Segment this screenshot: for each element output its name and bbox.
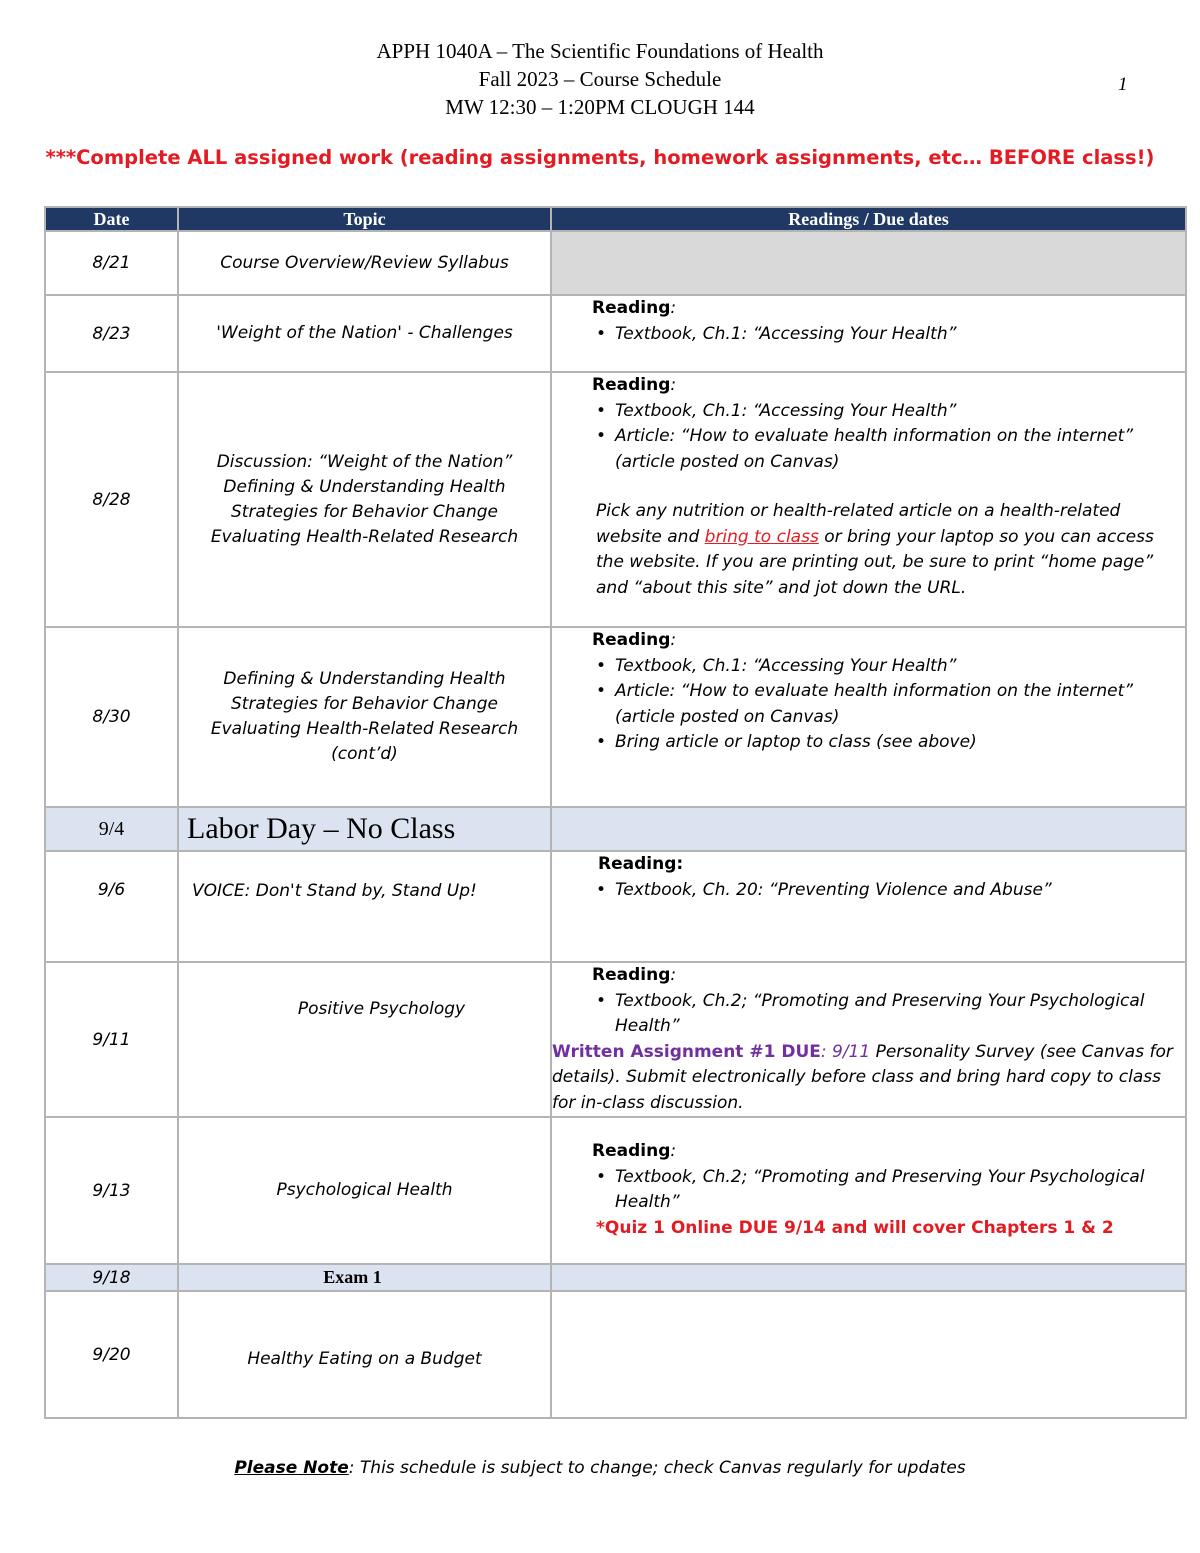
row-date: 9/20 bbox=[45, 1291, 178, 1418]
table-row bbox=[45, 962, 1186, 1117]
reading-label: Reading: bbox=[592, 630, 677, 650]
course-schedule-table bbox=[44, 206, 1187, 1419]
column-header-readings: Readings / Due dates bbox=[551, 207, 1186, 231]
reading-item: • Textbook, Ch. 20: “Preventing Violence and Abuse” bbox=[615, 878, 1173, 904]
row-topic: Healthy Eating on a Budget bbox=[178, 1291, 551, 1418]
table-row bbox=[45, 372, 1186, 627]
table-header-row bbox=[45, 207, 1186, 231]
table-row bbox=[45, 295, 1186, 372]
document-subtitle: Fall 2023 – Course Schedule bbox=[478, 67, 722, 91]
reading-item: • Textbook, Ch.2; “Promoting and Preserving Your Psychological Health” bbox=[615, 989, 1173, 1040]
row-topic: Discussion: “Weight of the Nation” Defining & Understanding Health Strategies for Behavior Change Evaluating Health-Related Research bbox=[178, 372, 551, 627]
row-topic: Exam 1 bbox=[178, 1264, 551, 1291]
reading-item: • Textbook, Ch.2; “Promoting and Preserving Your Psychological Health” bbox=[615, 1165, 1173, 1216]
row-readings bbox=[551, 851, 1186, 962]
row-readings bbox=[551, 372, 1186, 627]
quiz-due-notice: *Quiz 1 Online DUE 9/14 and will cover Chapters 1 & 2 bbox=[596, 1217, 1114, 1238]
column-header-date: Date bbox=[45, 207, 178, 231]
table-row bbox=[45, 1117, 1186, 1264]
reading-label: Reading: bbox=[592, 298, 677, 318]
reading-item: • Article: “How to evaluate health information on the internet” (article posted on Canvas) bbox=[615, 679, 1173, 730]
reading-label: Reading: bbox=[598, 854, 684, 874]
reading-item: • Textbook, Ch.1: “Accessing Your Health” bbox=[615, 322, 1173, 348]
row-readings bbox=[551, 295, 1186, 372]
row-date: 8/28 bbox=[45, 372, 178, 627]
row-topic: 'Weight of the Nation' - Challenges bbox=[178, 295, 551, 372]
reading-item: • Textbook, Ch.1: “Accessing Your Health” bbox=[615, 654, 1173, 680]
article-instructions: Pick any nutrition or health-related article on a health-related website and bring to class or bring your laptop so you can access the website. If you are printing out, be sure to print “home page” and “about this site” and jot down the URL. bbox=[596, 501, 1154, 598]
schedule-disclaimer: Please Note: This schedule is subject to change; check Canvas regularly for updates bbox=[234, 1458, 966, 1478]
table-row bbox=[45, 627, 1186, 807]
reading-label: Reading: bbox=[592, 1141, 677, 1161]
row-date: 8/30 bbox=[45, 627, 178, 807]
row-readings-empty bbox=[551, 1264, 1186, 1291]
row-date: 8/23 bbox=[45, 295, 178, 372]
table-row bbox=[45, 231, 1186, 295]
row-readings-empty bbox=[551, 1291, 1186, 1418]
table-row-holiday bbox=[45, 807, 1186, 851]
column-header-topic: Topic bbox=[178, 207, 551, 231]
table-row-exam bbox=[45, 1264, 1186, 1291]
page-number: 1 bbox=[1118, 74, 1128, 95]
row-readings-empty bbox=[551, 231, 1186, 295]
row-topic: VOICE: Don't Stand by, Stand Up! bbox=[178, 851, 551, 962]
reading-label: Reading: bbox=[592, 375, 677, 395]
row-date: 9/13 bbox=[45, 1117, 178, 1264]
row-date: 8/21 bbox=[45, 231, 178, 295]
document-title: APPH 1040A – The Scientific Foundations of Health bbox=[376, 39, 824, 63]
row-topic: Psychological Health bbox=[178, 1117, 551, 1264]
row-topic: Defining & Understanding Health Strategies for Behavior Change Evaluating Health-Related Research (cont’d) bbox=[178, 627, 551, 807]
reading-label: Reading: bbox=[592, 965, 677, 985]
row-readings bbox=[551, 1117, 1186, 1264]
written-assignment-due: Written Assignment #1 DUE: 9/11 Personality Survey (see Canvas for details). Submit electronically before class and bring hard copy to class for in-class discussion. bbox=[552, 1041, 1173, 1113]
reading-item: • Article: “How to evaluate health information on the internet” (article posted on Canvas) bbox=[615, 424, 1173, 475]
row-readings bbox=[551, 962, 1186, 1117]
row-topic: Labor Day – No Class bbox=[178, 807, 551, 851]
class-time-location: MW 12:30 – 1:20PM CLOUGH 144 bbox=[445, 95, 755, 119]
reading-item: • Textbook, Ch.1: “Accessing Your Health” bbox=[615, 399, 1173, 425]
row-topic: Positive Psychology bbox=[178, 962, 551, 1117]
row-date: 9/6 bbox=[45, 851, 178, 962]
row-readings bbox=[551, 627, 1186, 807]
row-date: 9/11 bbox=[45, 962, 178, 1117]
row-topic: Course Overview/Review Syllabus bbox=[178, 231, 551, 295]
reading-item: • Bring article or laptop to class (see above) bbox=[615, 730, 1173, 756]
assigned-work-notice: ***Complete ALL assigned work (reading assignments, homework assignments, etc… BEFORE class!) bbox=[45, 146, 1155, 169]
table-row bbox=[45, 1291, 1186, 1418]
row-date: 9/4 bbox=[45, 807, 178, 851]
row-readings-empty bbox=[551, 807, 1186, 851]
table-row bbox=[45, 851, 1186, 962]
row-date: 9/18 bbox=[45, 1264, 178, 1291]
bring-to-class-link[interactable]: bring to class bbox=[704, 526, 819, 547]
